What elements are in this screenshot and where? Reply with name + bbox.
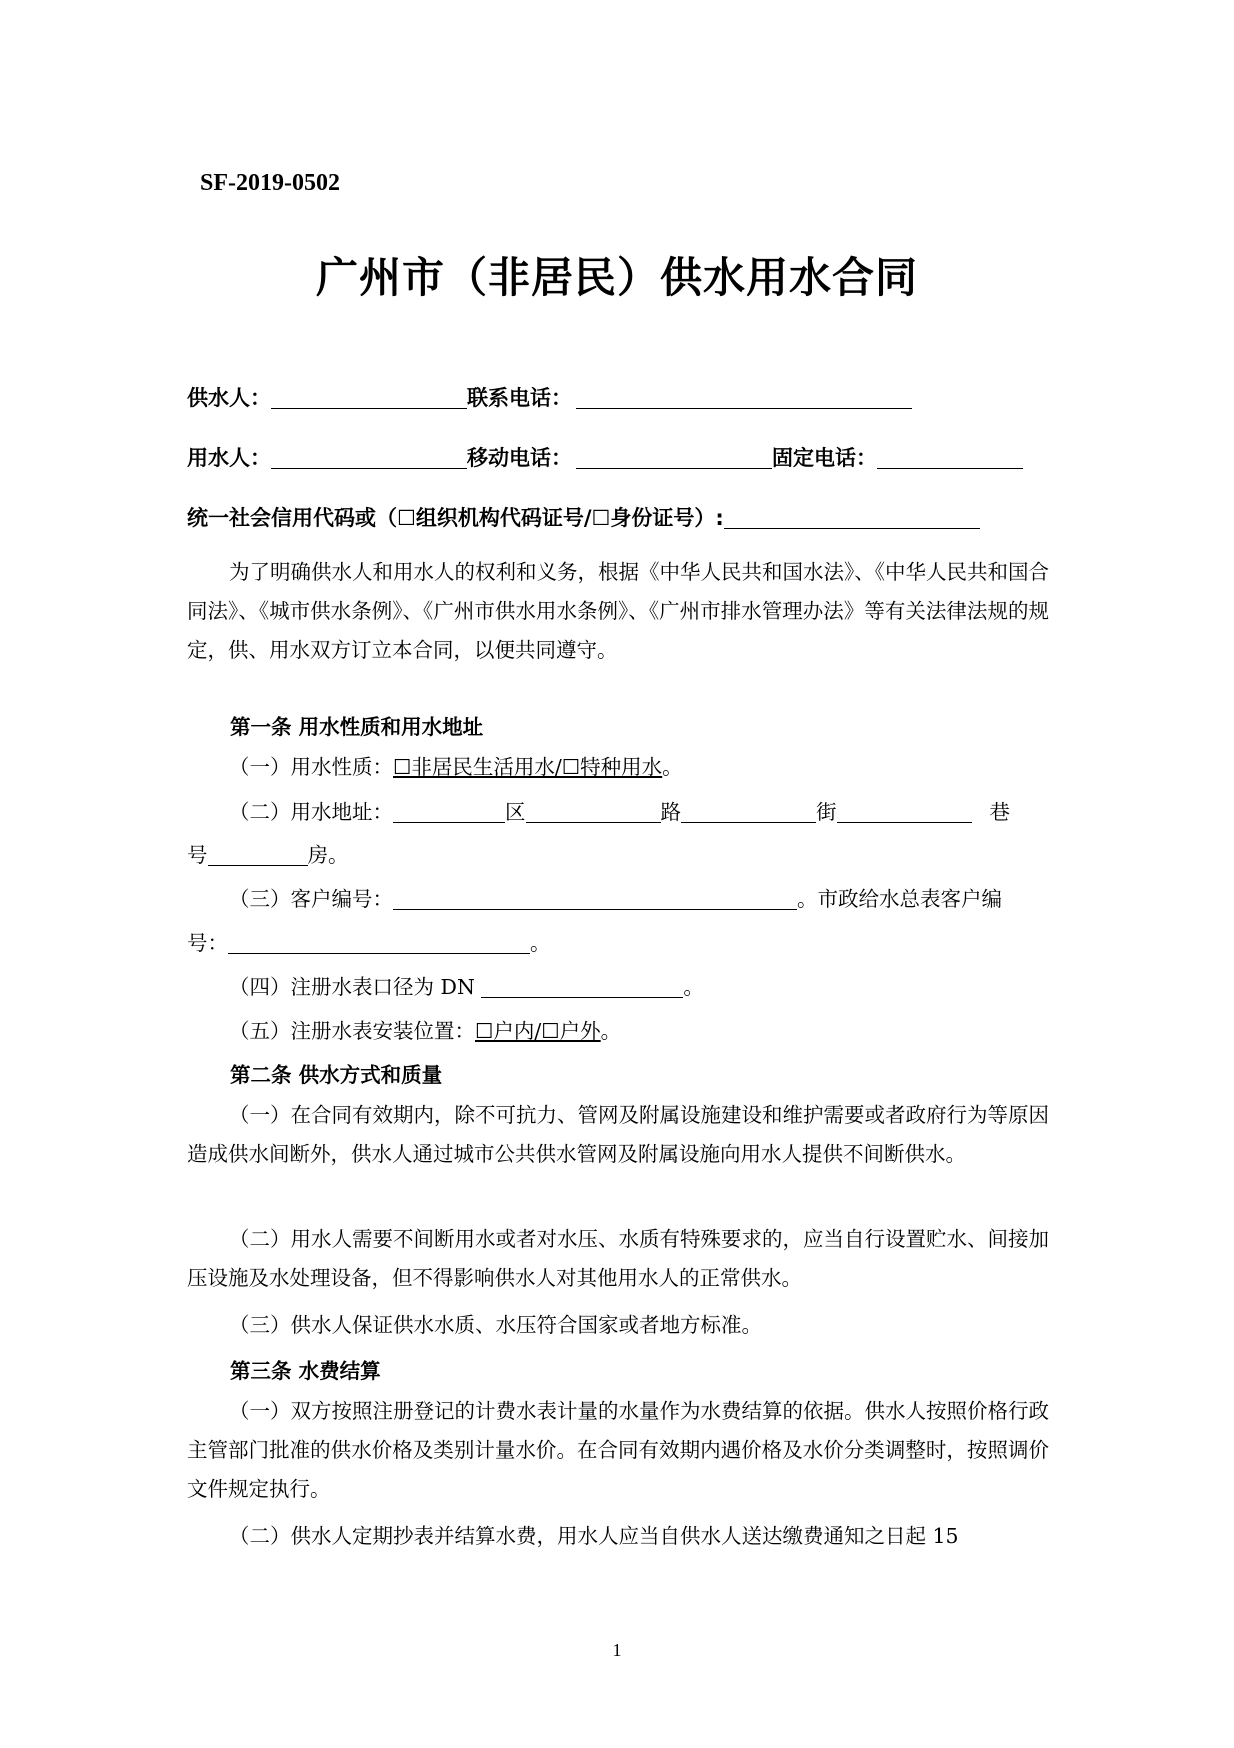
credit-code-label: 统一社会信用代码或（☐组织机构代码证号/☐身份证号）: (187, 506, 724, 530)
mobile-blank[interactable] (576, 446, 772, 469)
meter-location-options[interactable]: ☐户内/☐户外 (475, 1019, 601, 1043)
item3-end: 。 (530, 931, 551, 955)
road-blank[interactable] (526, 800, 661, 823)
article1-item1 (187, 748, 1049, 787)
item5-prefix: （五）注册水表安装位置： (229, 1019, 475, 1043)
item4-prefix: （四）注册水表口径为 DN (229, 975, 482, 999)
user-blank[interactable] (271, 446, 467, 469)
number-label: 号 (187, 843, 208, 867)
item4-end: 。 (683, 975, 704, 999)
article2-p2: （二）用水人需要不间断用水或者对水压、水质有特殊要求的，应当自行设置贮水、间接加压设施及水处理设备，但不得影响供水人对其他用水人的正常供水。 (187, 1227, 1049, 1290)
fixed-phone-blank[interactable] (877, 446, 1023, 469)
item2-prefix: （二）用水地址： (229, 800, 393, 824)
room-label: 房。 (307, 843, 349, 867)
article1-item2 (187, 793, 1049, 832)
lane-label: 巷 (989, 800, 1010, 824)
preamble: 为了明确供水人和用水人的权利和义务，根据《中华人民共和国水法》、《中华人民共和国合同法》、《城市供水条例》、《广州市供水用水条例》、《广州市排水管理办法》等有关法律法规的规定，供、用水双方订立本合同，以便共同遵守。 (187, 560, 1049, 662)
article1-item3-cont (187, 924, 1049, 963)
item1-suffix: 。 (662, 755, 683, 779)
item5-suffix: 。 (600, 1019, 622, 1043)
article1-item5 (187, 1012, 1049, 1051)
master-meter-number-blank[interactable] (228, 931, 530, 954)
article3-heading: 第三条 水费结算 (230, 1359, 381, 1383)
item1-prefix: （一）用水性质： (229, 755, 393, 779)
article3-p1: （一）双方按照注册登记的计费水表计量的水量作为水费结算的依据。供水人按照价格行政主管部门批准的供水价格及类别计量水价。在合同有效期内遇价格及水价分类调整时，按照调价文件规定执行。 (187, 1399, 1049, 1501)
item3-cont: 号： (187, 931, 228, 955)
number-blank[interactable] (208, 843, 308, 866)
district-label: 区 (505, 800, 526, 824)
article1-item2-cont (187, 836, 1049, 875)
document-title: 广州市（非居民）供水用水合同 (315, 253, 918, 302)
district-blank[interactable] (393, 800, 505, 823)
item3-mid: 。市政给水总表客户编 (797, 887, 1002, 911)
article1-item3 (187, 880, 1049, 919)
credit-code-blank[interactable] (724, 506, 980, 529)
article2-heading: 第二条 供水方式和质量 (230, 1063, 443, 1087)
street-label: 街 (816, 800, 837, 824)
credit-code-line (187, 502, 980, 532)
user-line (187, 442, 1023, 472)
road-label: 路 (660, 800, 681, 824)
page-number: 1 (612, 1640, 622, 1660)
meter-caliber-blank[interactable] (481, 975, 683, 998)
article1-item4 (187, 968, 1049, 1007)
supplier-label: 供水人： (187, 386, 271, 410)
item3-prefix: （三）客户编号： (229, 887, 393, 911)
supplier-blank[interactable] (271, 386, 467, 409)
document-code: SF-2019-0502 (200, 170, 340, 196)
water-nature-options[interactable]: ☐非居民生活用水/☐特种用水 (393, 755, 663, 779)
supplier-line (187, 382, 912, 412)
fixed-phone-label: 固定电话： (772, 446, 877, 470)
lane-blank[interactable] (837, 800, 972, 823)
user-label: 用水人： (187, 446, 271, 470)
article1-heading: 第一条 用水性质和用水地址 (230, 715, 484, 739)
article2-p1: （一）在合同有效期内，除不可抗力、管网及附属设施建设和维护需要或者政府行为等原因造成供水间断外，供水人通过城市公共供水管网及附属设施向用水人提供不间断供水。 (187, 1103, 1049, 1166)
mobile-label: 移动电话： (467, 446, 572, 470)
contact-phone-blank[interactable] (576, 386, 912, 409)
article3-p2: （二）供水人定期抄表并结算水费，用水人应当自供水人送达缴费通知之日起 15 (229, 1524, 959, 1548)
article2-p3: （三）供水人保证供水水质、水压符合国家或者地方标准。 (229, 1313, 762, 1337)
street-blank[interactable] (681, 800, 816, 823)
contact-phone-label: 联系电话： (467, 386, 572, 410)
customer-number-blank[interactable] (393, 887, 797, 910)
